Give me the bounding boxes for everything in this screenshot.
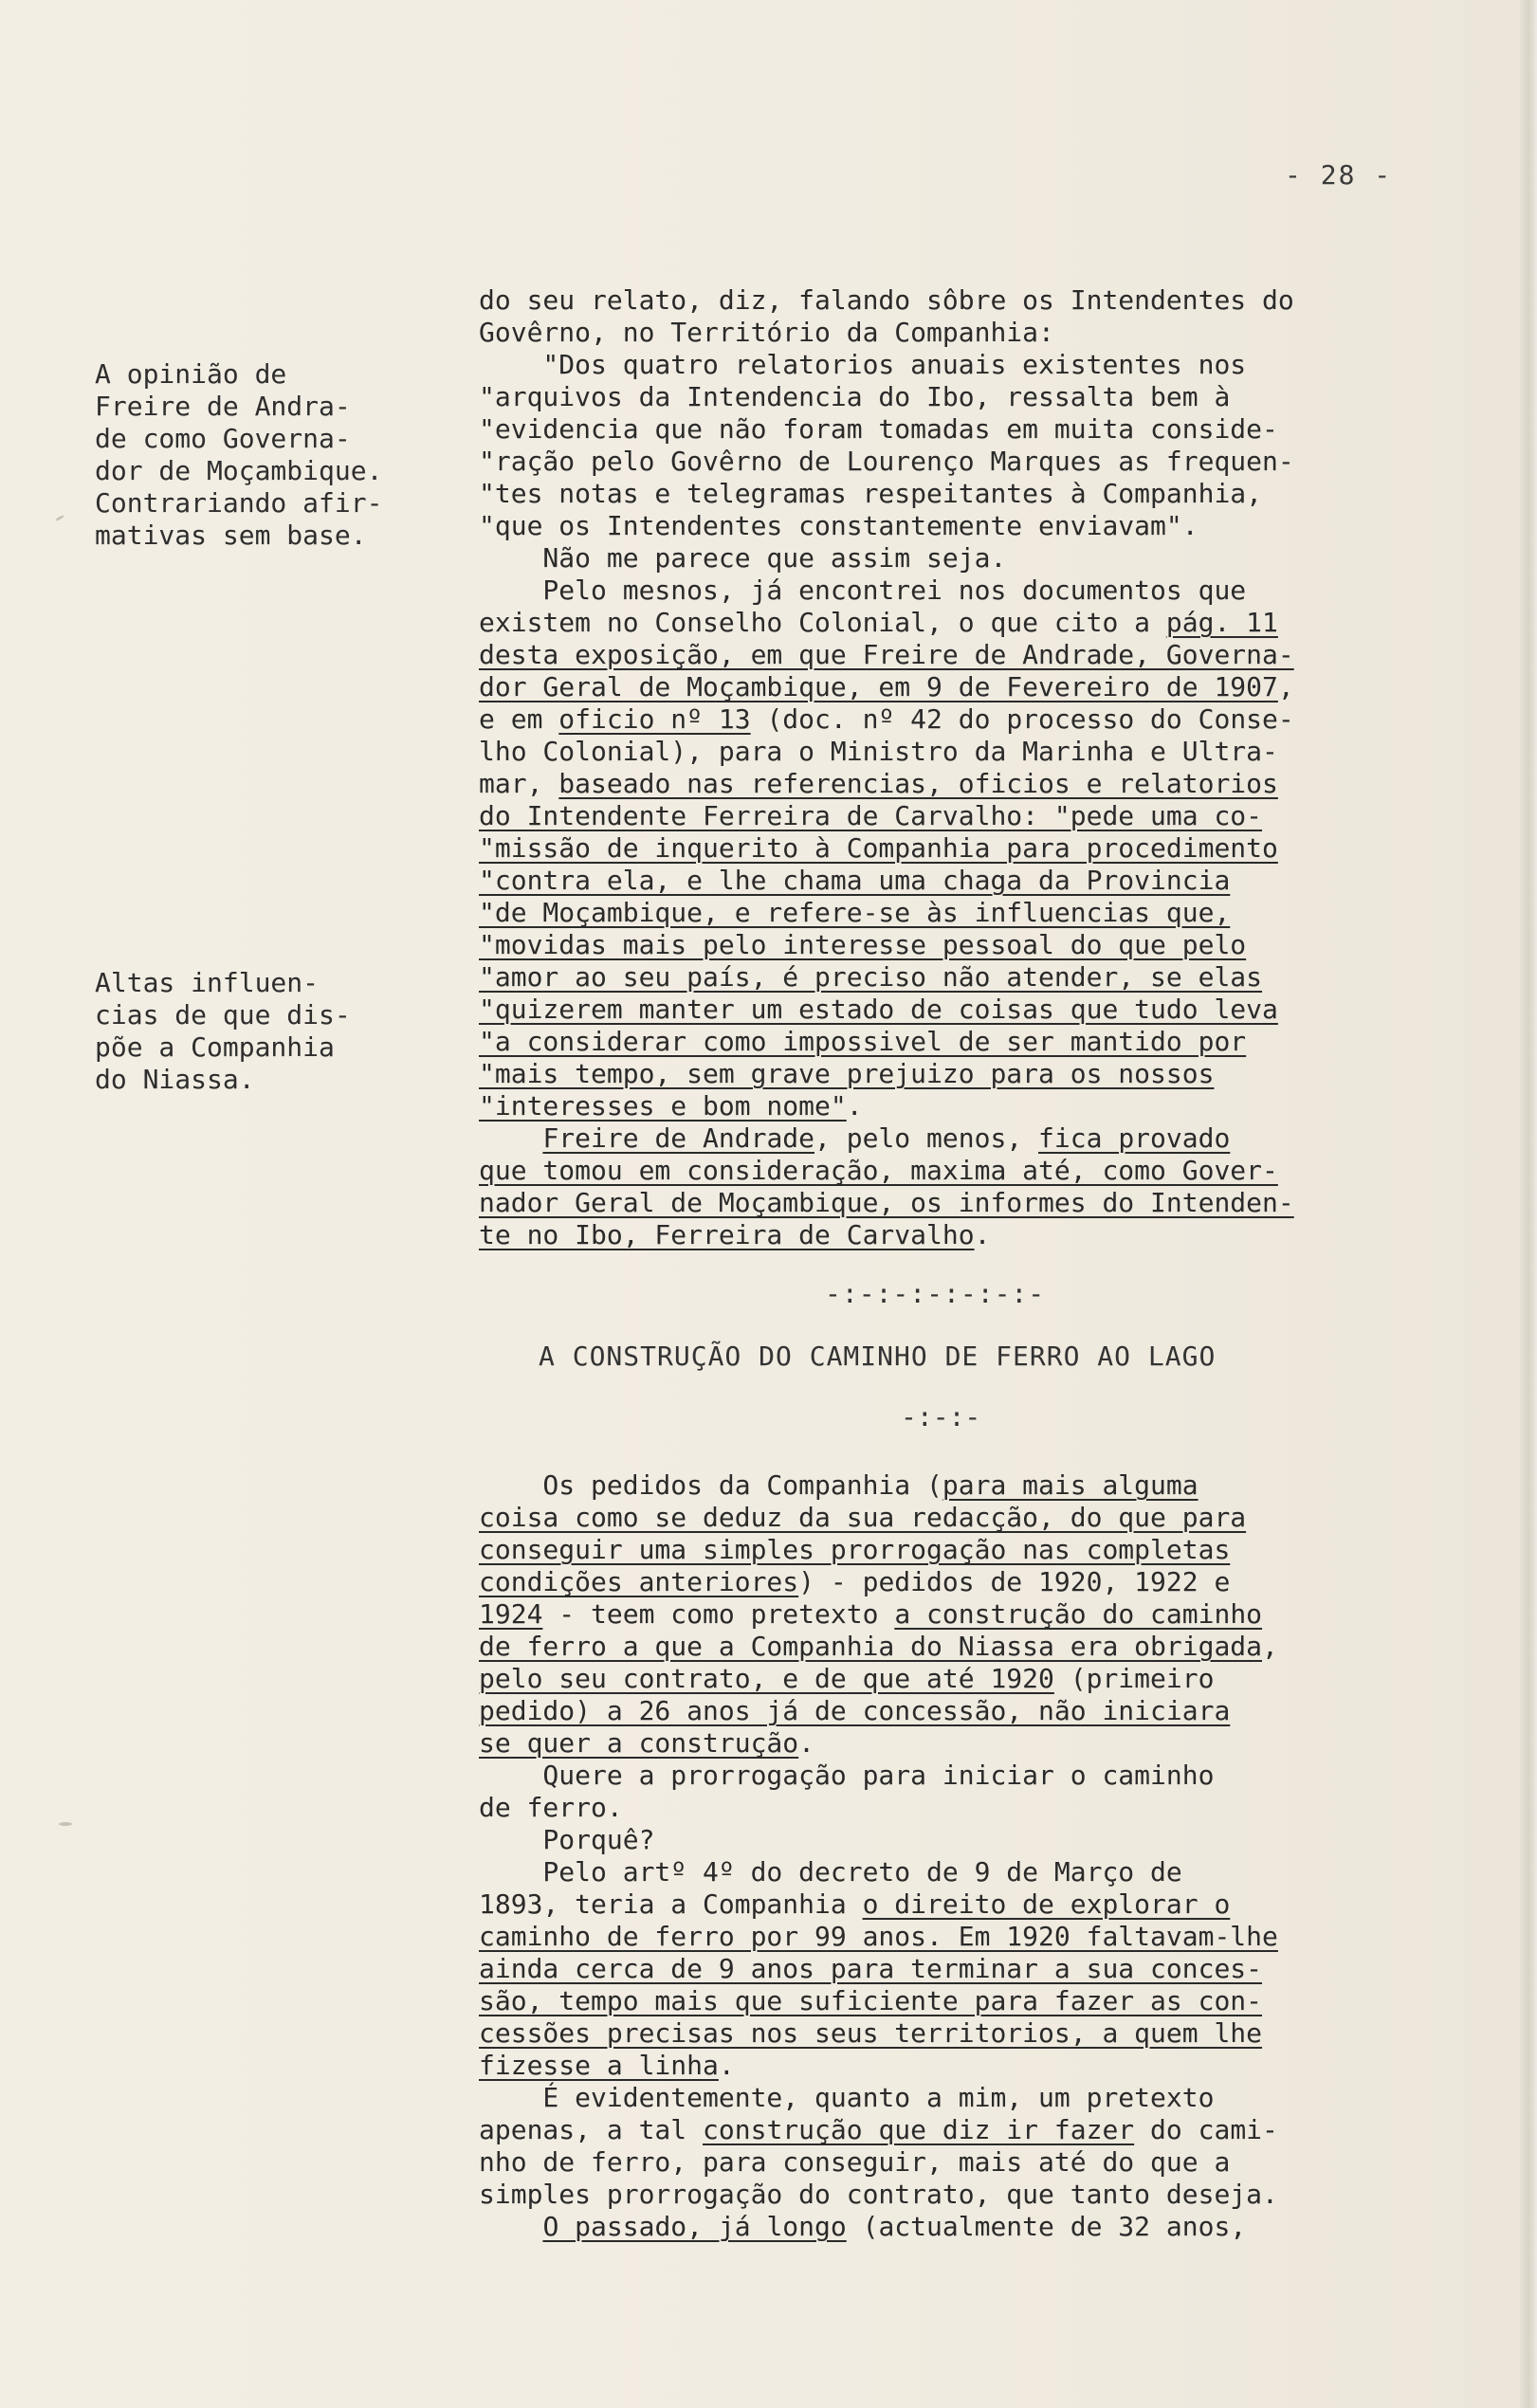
margin-note-2 <box>95 967 455 1096</box>
text-line <box>479 1985 1446 2017</box>
text-line <box>479 1155 1446 1187</box>
text-run: "Dos quatro relatorios anuais existentes nos <box>479 349 1247 380</box>
text-line <box>479 1598 1446 1631</box>
text-line <box>479 1663 1446 1695</box>
text-line <box>479 607 1446 639</box>
underlined-text: "quizerem manter um estado de coisas que tudo leva <box>479 994 1278 1025</box>
text-line <box>479 1921 1446 1953</box>
underlined-text: do Intendente Ferreira de Carvalho: "pede uma co- <box>479 800 1263 831</box>
text-line <box>479 446 1446 478</box>
text-line <box>479 1469 1446 1502</box>
text-line <box>479 2146 1446 2179</box>
margin-note-line: A opinião de <box>95 358 287 390</box>
margin-note-line: Contrariando afir- <box>95 487 383 519</box>
text-run: 1893, teria a Companhia <box>479 1888 863 1920</box>
text-run: lho Colonial), para o Ministro da Marinha e Ultra- <box>479 736 1278 767</box>
text-line <box>479 703 1446 736</box>
underlined-text: conseguir uma simples prorrogação nas completas <box>479 1534 1231 1565</box>
text-line <box>479 478 1446 510</box>
text-run: "que os Intendentes constantemente enviavam". <box>479 510 1198 541</box>
underlined-text: oficio nº 13 <box>558 703 751 735</box>
text-run: . <box>846 1090 863 1122</box>
text-run <box>479 2211 542 2242</box>
underlined-text: pedido) a 26 anos já de concessão, não iniciara <box>479 1695 1231 1726</box>
underlined-text: "de Moçambique, e refere-se às influencias que, <box>479 897 1231 928</box>
text-run: nho de ferro, para conseguir, mais até do que a <box>479 2146 1231 2178</box>
text-line <box>479 2082 1446 2114</box>
underlined-text: coisa como se deduz da sua redacção, do que para <box>479 1502 1247 1533</box>
text-run: . <box>974 1219 991 1250</box>
text-line <box>479 1695 1446 1727</box>
separator: -:-:-:-:-:-:- <box>825 1278 1046 1309</box>
text-line <box>479 1026 1446 1058</box>
text-line <box>479 1566 1446 1598</box>
text-line <box>479 832 1446 865</box>
text-run: apenas, a tal <box>479 2114 704 2145</box>
underlined-text: dor Geral de Moçambique, em 9 de Fevereiro de 1907 <box>479 671 1278 702</box>
paper-speck <box>55 515 64 522</box>
text-line <box>479 284 1446 317</box>
text-line <box>479 2114 1446 2146</box>
text-line <box>479 1727 1446 1760</box>
text-line <box>479 1631 1446 1663</box>
underlined-text: O passado, já longo <box>542 2211 847 2242</box>
margin-note-line: põe a Companhia <box>95 1031 335 1063</box>
text-line <box>479 1760 1446 1792</box>
text-line <box>479 800 1446 832</box>
margin-note-line: Freire de Andra- <box>95 391 351 422</box>
text-run: (primeiro <box>1053 1663 1215 1694</box>
text-line <box>479 1534 1446 1566</box>
text-line <box>479 1058 1446 1090</box>
text-line <box>479 413 1446 446</box>
section-title: A CONSTRUÇÃO DO CAMINHO DE FERRO AO LAGO <box>539 1341 1217 1372</box>
text-run: existem no Conselho Colonial, o que cito a <box>479 607 1166 638</box>
text-run: mar, <box>479 768 559 799</box>
text-line <box>479 317 1446 349</box>
text-run: de ferro. <box>479 1792 623 1823</box>
underlined-text: o direito de explorar o <box>862 1888 1231 1920</box>
text-line <box>479 1888 1446 1921</box>
underlined-text: fizesse a linha <box>479 2050 719 2081</box>
text-line <box>479 1187 1446 1219</box>
text-line <box>479 929 1446 961</box>
underlined-text: "interesses e bom nome" <box>479 1090 847 1122</box>
underlined-text: a construção do caminho <box>894 1598 1263 1630</box>
text-run: "ração pelo Govêrno de Lourenço Marques as frequen- <box>479 446 1294 477</box>
underlined-text: desta exposição, em que Freire de Andrade, Governa- <box>479 639 1294 670</box>
underlined-text: pág. 11 <box>1165 607 1278 638</box>
text-run: Não me parece que assim seja. <box>479 542 1007 574</box>
text-run: , pelo menos, <box>814 1122 1039 1154</box>
text-run: Pelo mesnos, já encontrei nos documentos que <box>479 575 1247 606</box>
text-line <box>479 2179 1446 2211</box>
separator: -:-:- <box>901 1401 981 1432</box>
text-run: "tes notas e telegramas respeitantes à Companhia, <box>479 478 1263 509</box>
text-line <box>479 1219 1446 1251</box>
margin-note-line: Altas influen- <box>95 967 320 998</box>
underlined-text: para mais alguma <box>942 1469 1198 1501</box>
underlined-text: se quer a construção <box>479 1727 799 1759</box>
underlined-text: que tomou em consideração, maxima até, como Gover- <box>479 1155 1278 1186</box>
text-run: do cami- <box>1134 2114 1278 2145</box>
underlined-text: "contra ela, e lhe chama uma chaga da Provincia <box>479 865 1231 896</box>
underlined-text: condições anteriores <box>479 1566 799 1597</box>
text-line <box>479 575 1446 607</box>
underlined-text: fica provado <box>1038 1122 1231 1154</box>
body-block-2 <box>479 1469 1446 2243</box>
text-run: , <box>1262 1631 1278 1662</box>
text-line <box>479 865 1446 897</box>
text-run <box>479 1122 542 1154</box>
underlined-text: Freire de Andrade <box>542 1122 815 1154</box>
underlined-text: te no Ibo, Ferreira de Carvalho <box>479 1219 975 1250</box>
text-run: simples prorrogação do contrato, que tanto deseja. <box>479 2179 1278 2210</box>
underlined-text: "mais tempo, sem grave prejuizo para os nossos <box>479 1058 1215 1089</box>
underlined-text: pelo seu contrato, e de que até 1920 <box>479 1663 1054 1694</box>
text-line <box>479 961 1446 994</box>
underlined-text: de ferro a que a Companhia do Niassa era obrigada <box>479 1631 1263 1662</box>
page-number: - 28 - <box>1285 159 1393 191</box>
text-run: "arquivos da Intendencia do Ibo, ressalta bem à <box>479 381 1231 412</box>
underlined-text: "missão de inquerito à Companhia para procedimento <box>479 832 1278 864</box>
underlined-text: baseado nas referencias, oficios e relatorios <box>558 768 1278 799</box>
text-run: , <box>1277 671 1294 702</box>
text-run: É evidentemente, quanto a mim, um pretexto <box>479 2082 1215 2113</box>
text-line <box>479 2050 1446 2082</box>
text-run: e em <box>479 703 559 735</box>
margin-note-line: cias de que dis- <box>95 999 351 1031</box>
body-block-1 <box>479 284 1446 1251</box>
paper-speck <box>59 1822 72 1826</box>
underlined-text: caminho de ferro por 99 anos. Em 1920 faltavam-lhe <box>479 1921 1278 1952</box>
text-run: - teem como pretexto <box>542 1598 895 1630</box>
text-line <box>479 381 1446 413</box>
text-line <box>479 768 1446 800</box>
text-line <box>479 1953 1446 1985</box>
margin-note-1 <box>95 358 455 552</box>
text-run: Quere a prorrogação para iniciar o caminho <box>479 1760 1215 1791</box>
text-run: ) - pedidos de 1920, 1922 e <box>798 1566 1231 1597</box>
text-run: Porquê? <box>479 1824 655 1855</box>
text-run: Govêrno, no Território da Companhia: <box>479 317 1054 348</box>
underlined-text: "amor ao seu país, é preciso não atender, se elas <box>479 961 1263 993</box>
text-line <box>479 1502 1446 1534</box>
text-line <box>479 510 1446 542</box>
underlined-text: "movidas mais pelo interesse pessoal do que pelo <box>479 929 1247 960</box>
underlined-text: 1924 <box>479 1598 543 1630</box>
text-run: Pelo artº 4º do decreto de 9 de Março de <box>479 1856 1182 1888</box>
margin-note-line: dor de Moçambique. <box>95 455 383 486</box>
text-run: (doc. nº 42 do processo do Conse- <box>750 703 1294 735</box>
margin-note-line: de como Governa- <box>95 423 351 454</box>
text-line <box>479 994 1446 1026</box>
text-run: . <box>718 2050 735 2081</box>
text-run: . <box>798 1727 815 1759</box>
text-run: (actualmente de 32 anos, <box>846 2211 1247 2242</box>
margin-note-line: mativas sem base. <box>95 520 367 551</box>
underlined-text: nador Geral de Moçambique, os informes do Intenden- <box>479 1187 1294 1218</box>
underlined-text: ainda cerca de 9 anos para terminar a sua conces- <box>479 1953 1263 1984</box>
text-line <box>479 671 1446 703</box>
text-line <box>479 1824 1446 1856</box>
text-line <box>479 2211 1446 2243</box>
text-line <box>479 1856 1446 1888</box>
underlined-text: são, tempo mais que suficiente para fazer as con- <box>479 1985 1263 2016</box>
paper-edge <box>1520 0 1537 2408</box>
underlined-text: cessões precisas nos seus territorios, a quem lhe <box>479 2017 1263 2049</box>
text-line <box>479 1090 1446 1122</box>
text-line <box>479 349 1446 381</box>
text-run: do seu relato, diz, falando sôbre os Intendentes do <box>479 284 1294 316</box>
text-line <box>479 1122 1446 1155</box>
text-line <box>479 2017 1446 2050</box>
text-line <box>479 897 1446 929</box>
text-line <box>479 542 1446 575</box>
text-run: Os pedidos da Companhia ( <box>479 1469 942 1501</box>
text-run: "evidencia que não foram tomadas em muita conside- <box>479 413 1278 445</box>
text-line <box>479 639 1446 671</box>
underlined-text: "a considerar como impossivel de ser mantido por <box>479 1026 1247 1057</box>
margin-note-line: do Niassa. <box>95 1064 255 1095</box>
underlined-text: construção que diz ir fazer <box>703 2114 1135 2145</box>
text-line <box>479 736 1446 768</box>
text-line <box>479 1792 1446 1824</box>
